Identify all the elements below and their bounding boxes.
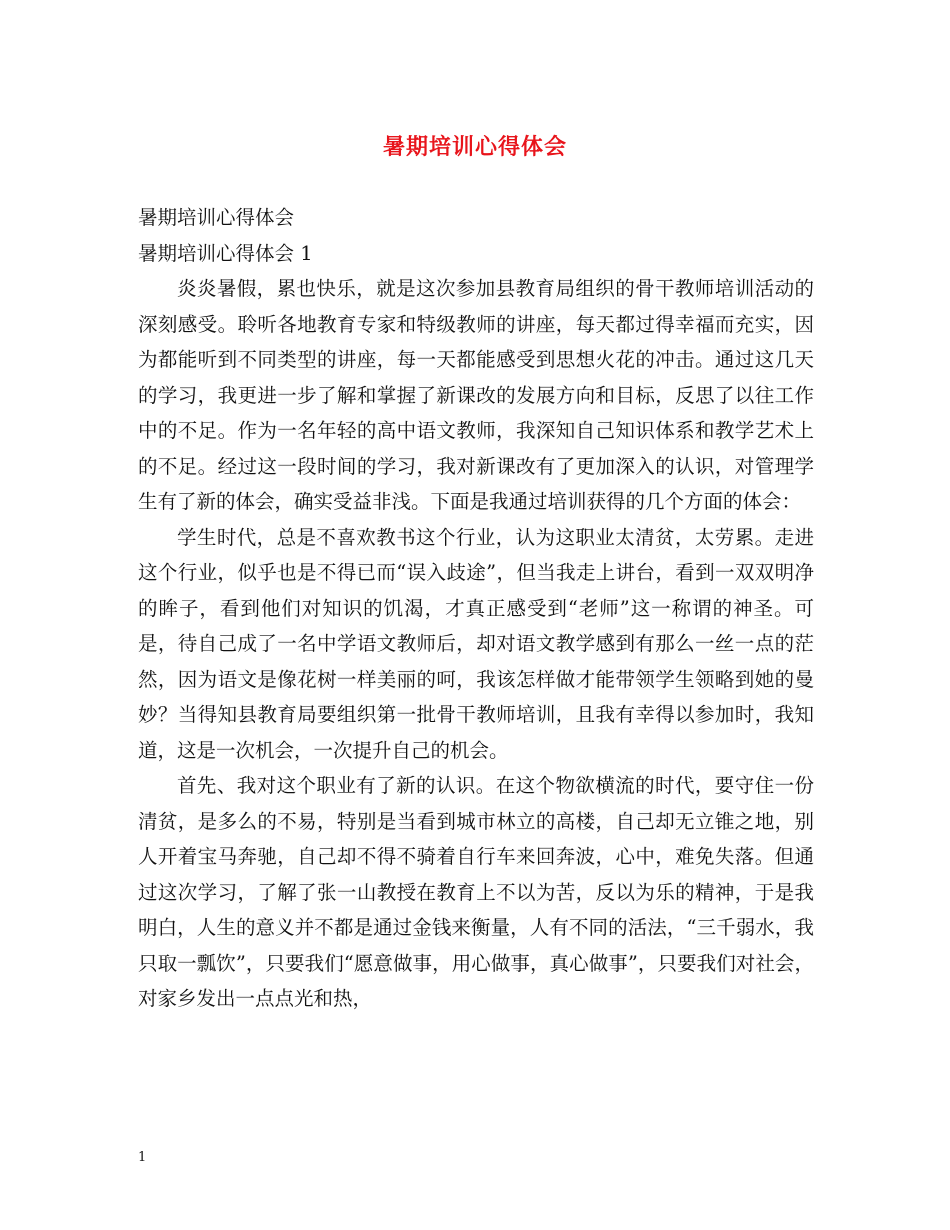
body-heading: 暑期培训心得体会 bbox=[138, 206, 295, 229]
body-subheading: 暑期培训心得体会 1 bbox=[138, 241, 313, 265]
paragraph-1: 炎炎暑假，累也快乐，就是这次参加县教育局组织的骨干教师培训活动的深刻感受。聆听各地教育专家和特级教师的讲座，每天都过得幸福而充实，因为都能听到不同类型的讲座，每一天都能感受到思想火花的冲击。通过这几天的学习，我更进一步了解和掌握了新课改的发展方向和目标，反思了以往工作中的不足。作为一名年轻的高中语文教师，我深知自己知识体系和教学艺术上的不足。经过这一段时间的学习，我对新课改有了更加深入的认识，对管理学生有了新的体会，确实受益非浅。下面是我通过培训获得的几个方面的体会： bbox=[138, 277, 814, 513]
page-number: 1 bbox=[138, 1150, 147, 1165]
document-body bbox=[138, 200, 814, 1017]
document-title: 暑期培训心得体会 bbox=[382, 134, 567, 160]
paragraph-2: 学生时代，总是不喜欢教书这个行业，认为这职业太清贫，太劳累。走进这个行业，似乎也是不得已而“误入歧途”，但当我走上讲台，看到一双双明净的眸子，看到他们对知识的饥渴，才真正感受到“老师”这一称谓的神圣。可是，待自己成了一名中学语文教师后，却对语文教学感到有那么一丝一点的茫然，因为语文是像花树一样美丽的呵，我该怎样做才能带领学生领略到她的曼妙？当得知县教育局要组织第一批骨干教师培训，且我有幸得以参加时，我知道，这是一次机会，一次提升自己的机会。 bbox=[138, 525, 814, 762]
paragraph-3: 首先、我对这个职业有了新的认识。在这个物欲横流的时代，要守住一份清贫，是多么的不易，特别是当看到城市林立的高楼，自己却无立锥之地，别人开着宝马奔驰，自己却不得不骑着自行车来回奔波，心中，难免失落。但通过这次学习，了解了张一山教授在教育上不以为苦，反以为乐的精神，于是我明白，人生的意义并不都是通过金钱来衡量，人有不同的活法，“三千弱水，我只取一瓢饮”，只要我们“愿意做事，用心做事，真心做事”，只要我们对社会，对家乡发出一点点光和热， bbox=[138, 774, 814, 1010]
